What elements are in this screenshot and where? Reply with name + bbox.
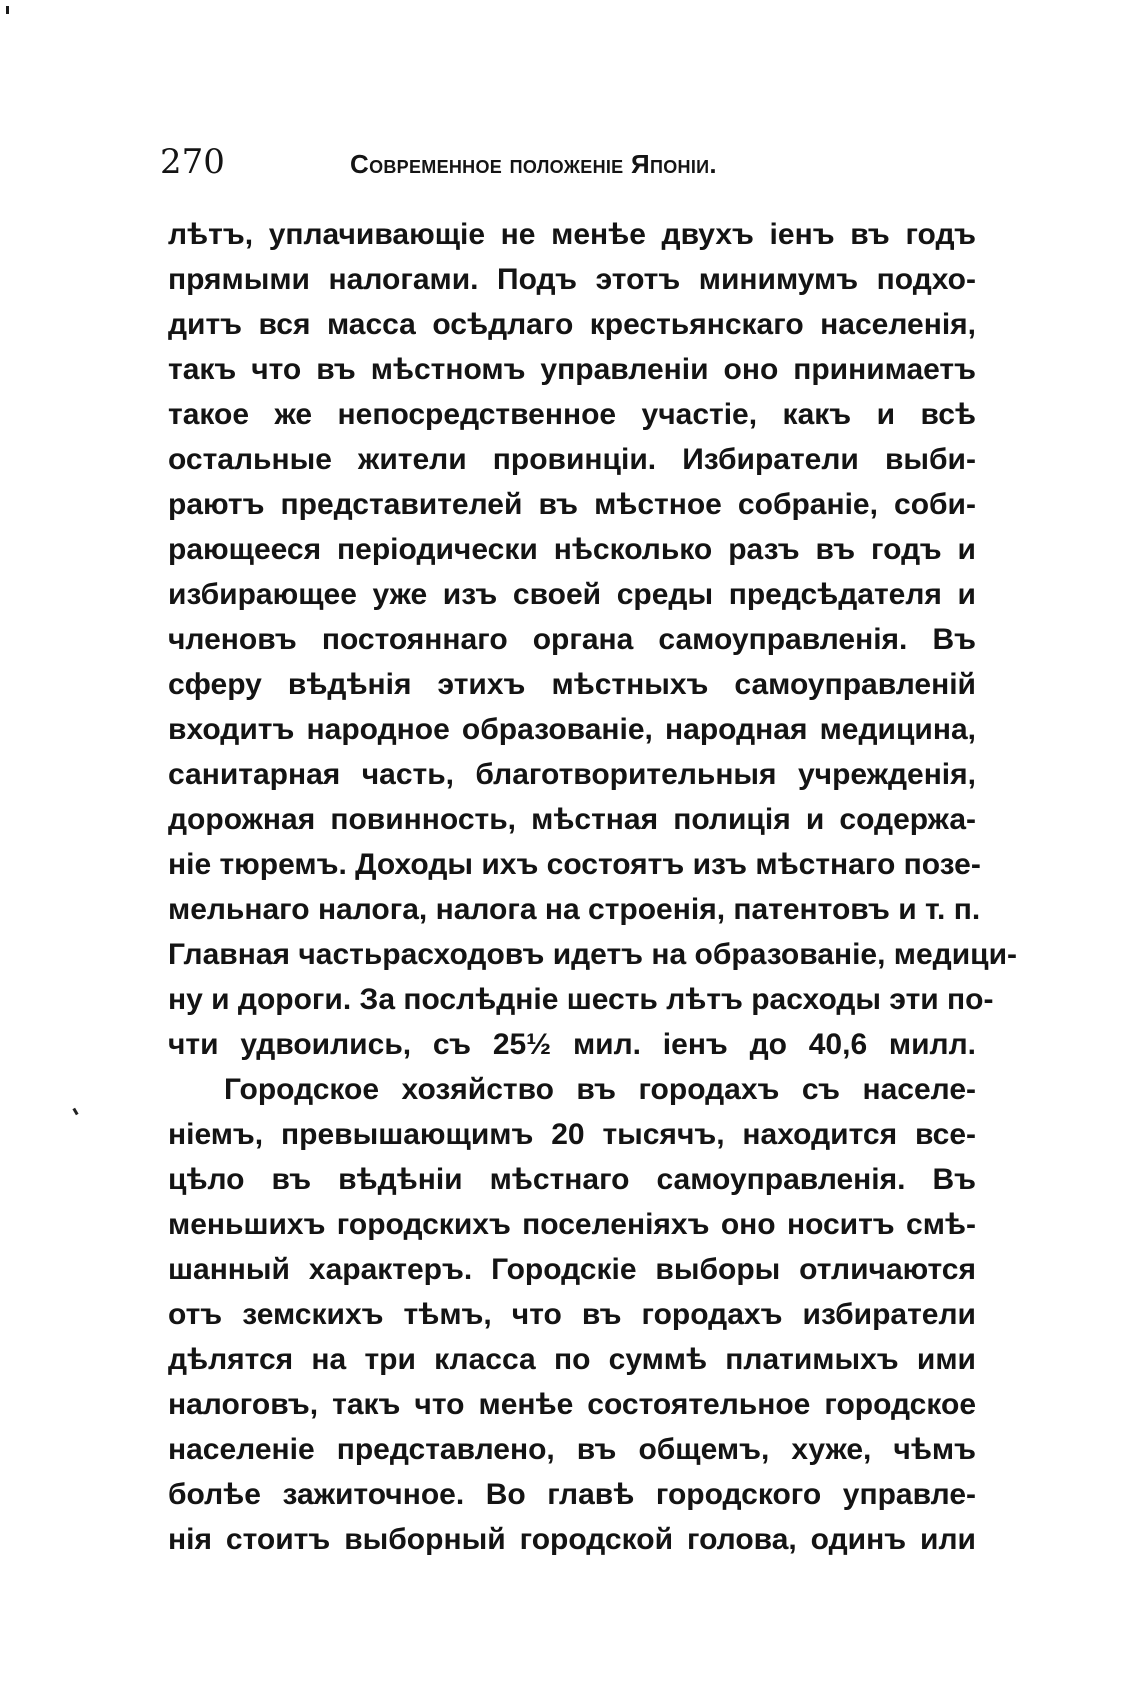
text-line: ніе тюремъ. Доходы ихъ состоятъ изъ мѣстнаго позе-: [168, 848, 981, 881]
page-number: 270: [160, 142, 225, 182]
text-line: ніемъ, превышающимъ 20 тысячъ, находится все-: [168, 1118, 976, 1151]
text-line: ну и дороги. За послѣдніе шесть лѣтъ расходы эти по-: [168, 983, 994, 1016]
text-line: нія стоитъ выборный городской голова, одинъ или: [168, 1523, 976, 1556]
corner-scan-mark: [6, 6, 9, 14]
text-line: дѣлятся на три класса по суммѣ платимыхъ ими: [168, 1343, 976, 1376]
text-line: населеніе представлено, въ общемъ, хуже, чѣмъ: [168, 1433, 976, 1466]
text-line: дорожная повинность, мѣстная полиція и содержа-: [168, 803, 976, 836]
text-line: остальные жители провинціи. Избиратели выби-: [168, 443, 976, 476]
text-line: такое же непосредственное участіе, какъ и всѣ: [168, 398, 976, 431]
text-line: сферу вѣдѣнія этихъ мѣстныхъ самоуправленій: [168, 668, 976, 701]
paragraph-first-line: Городское хозяйство въ городахъ съ населе-: [224, 1073, 976, 1106]
text-line: цѣло въ вѣдѣніи мѣстнаго самоуправленія. Въ: [168, 1163, 976, 1196]
text-line: дитъ вся масса осѣдлаго крестьянскаго населенія,: [168, 308, 976, 341]
text-line: прямыми налогами. Подъ этотъ минимумъ подхо-: [168, 263, 976, 296]
text-line: избирающее уже изъ своей среды предсѣдателя и: [168, 578, 976, 611]
text-line: шанный характеръ. Городскіе выборы отличаются: [168, 1253, 976, 1286]
text-line: налоговъ, такъ что менѣе состоятельное городское: [168, 1388, 976, 1421]
text-line: санитарная часть, благотворительныя учрежденія,: [168, 758, 976, 791]
text-line: чти удвоились, съ 25½ мил. іенъ до 40,6 милл.: [168, 1028, 976, 1061]
text-line: лѣтъ, уплачивающіе не менѣе двухъ іенъ въ годъ: [168, 218, 976, 251]
running-title: Современное положеніе Японіи.: [350, 149, 717, 179]
text-line: такъ что въ мѣстномъ управленіи оно принимаетъ: [168, 353, 976, 386]
text-line: Главная частьрасходовъ идетъ на образованіе, медици-: [168, 938, 1018, 971]
text-line: членовъ постояннаго органа самоуправленія. Въ: [168, 623, 976, 656]
text-line: раютъ представителей въ мѣстное собраніе, соби-: [168, 488, 976, 521]
text-line: меньшихъ городскихъ поселеніяхъ оно носитъ смѣ-: [168, 1208, 976, 1241]
text-line: мельнаго налога, налога на строенія, патентовъ и т. п.: [168, 893, 981, 926]
text-line: входитъ народное образованіе, народная медицина,: [168, 713, 976, 746]
text-line: болѣе зажиточное. Во главѣ городского управле-: [168, 1478, 976, 1511]
body-text: [168, 212, 1018, 1562]
margin-speck: [72, 1108, 78, 1116]
text-line: отъ земскихъ тѣмъ, что въ городахъ избиратели: [168, 1298, 976, 1331]
page-header: [160, 138, 1000, 188]
text-line: рающееся періодически нѣсколько разъ въ годъ и: [168, 533, 976, 566]
